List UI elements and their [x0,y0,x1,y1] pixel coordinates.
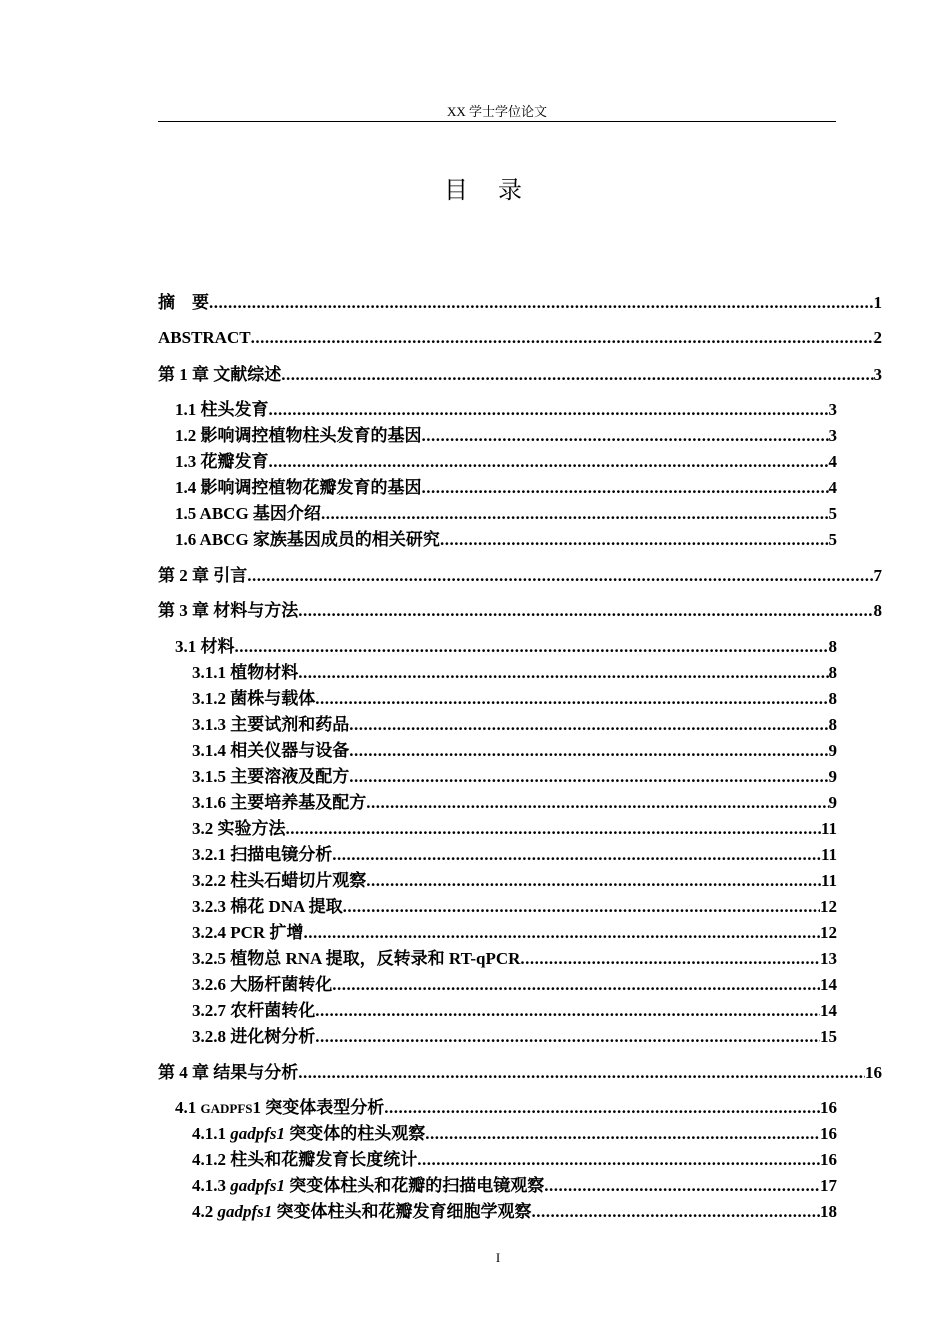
toc-entry-chapter-2[interactable] [158,564,882,588]
page-number: I [495,1250,501,1265]
toc-entry-label: 3.1 材料 [175,637,235,656]
toc-entry-3-2-1[interactable] [192,843,837,867]
toc-page-number: 8 [828,689,837,708]
toc-entry-1-3[interactable] [175,450,837,474]
toc-leader-dots [440,528,829,552]
toc-leader-dots [343,895,820,919]
toc-label-prefix: 4.1.1 [192,1124,231,1143]
toc-page-number: 3 [828,426,837,445]
toc-entry-1-6[interactable] [175,528,837,552]
toc-leader-dots [235,635,829,659]
toc-leader-dots [384,1096,820,1120]
toc-entry-label: 1.2 影响调控植物柱头发育的基因 [175,426,422,445]
toc-entry-4-1[interactable] [175,1096,837,1120]
header-rule [158,121,836,122]
toc-entry-3-2-8[interactable] [192,1025,837,1049]
toc-page-number: 1 [873,293,882,312]
toc-label-prefix: 4.2 [192,1202,218,1221]
toc-page-number: 8 [828,663,837,682]
toc-entry-label: 1.3 花瓣发育 [175,452,269,471]
toc-entry-label: 第 3 章 材料与方法 [158,601,299,620]
toc-entry-label: 3.2 实验方法 [192,819,286,838]
toc-leader-dots [286,817,821,841]
toc-label-prefix: 4.1 [175,1098,201,1117]
toc-page-number: 18 [820,1202,837,1221]
toc-entry-abstract-cn[interactable] [158,291,882,315]
toc-leader-dots [251,326,874,350]
toc-leader-dots [315,687,828,711]
toc-entry-3-1-4[interactable] [192,739,837,763]
toc-leader-dots [321,502,829,526]
running-header: XX 学士学位论文 [446,104,548,119]
toc-page-number: 8 [828,637,837,656]
toc-page-number: 4 [828,452,837,471]
toc-label-suffix: 突变体的柱头观察 [285,1124,426,1143]
toc-entry-4-1-1[interactable] [192,1122,837,1146]
toc-page-number: 16 [820,1150,837,1169]
toc-page-number: 8 [828,715,837,734]
toc-entry-1-1[interactable] [175,398,837,422]
toc-entry-chapter-1[interactable] [158,363,882,387]
toc-entry-label: 3.1.5 主要溶液及配方 [192,767,350,786]
toc-leader-dots [332,843,821,867]
toc-entry-3-2-6[interactable] [192,973,837,997]
toc-entry-3-1-6[interactable] [192,791,837,815]
toc-entry-label: 第 2 章 引言 [158,566,248,585]
toc-entry-label: 3.2.6 大肠杆菌转化 [192,975,333,994]
toc-leader-dots [349,713,828,737]
toc-leader-dots [247,564,873,588]
toc-label-suffix: 突变体柱头和花瓣的扫描电镜观察 [285,1176,545,1195]
toc-entry-label: 3.1.4 相关仪器与设备 [192,741,350,760]
toc-page-number: 11 [820,845,837,864]
toc-entry-label [175,1096,384,1121]
toc-page-number: 9 [828,741,837,760]
toc-entry-label: 1.4 影响调控植物花瓣发育的基因 [175,478,422,497]
toc-leader-dots [532,1200,820,1224]
toc-entry-label: 3.1.6 主要培养基及配方 [192,793,367,812]
toc-page-number: 9 [828,767,837,786]
toc-leader-dots [366,869,821,893]
toc-entry-label [192,1174,544,1198]
toc-entry-label: 3.2.2 柱头石蜡切片观察 [192,871,367,890]
toc-page-number: 15 [820,1027,837,1046]
toc-page-number: 4 [828,478,837,497]
toc-page-number: 12 [820,897,837,916]
toc-page-number: 5 [828,504,837,523]
toc-entry-3-2[interactable] [192,817,837,841]
toc-page-number: 14 [820,975,837,994]
toc-entry-4-1-2[interactable] [192,1148,837,1172]
toc-entry-1-2[interactable] [175,424,837,448]
toc-leader-dots [315,999,820,1023]
toc-page-number: 16 [820,1098,837,1117]
toc-entry-label: 3.2.8 进化树分析 [192,1027,316,1046]
toc-entry-3-2-5[interactable] [192,947,837,971]
toc-entry-label: 3.2.4 PCR 扩增 [192,923,304,942]
toc-entry-3-2-2[interactable] [192,869,837,893]
toc-entry-label [192,1200,532,1224]
toc-entry-label: 3.2.1 扫描电镜分析 [192,845,333,864]
toc-entry-chapter-4[interactable] [158,1061,882,1085]
toc-entry-label: 第 4 章 结果与分析 [158,1063,299,1082]
toc-page-number: 12 [820,923,837,942]
page-title: 目录 [444,178,552,204]
toc-page-number: 16 [820,1124,837,1143]
toc-entry-label: 3.1.2 菌株与载体 [192,689,316,708]
toc-page-number: 11 [820,819,837,838]
toc-entry-3-1-3[interactable] [192,713,837,737]
toc-leader-dots [520,947,820,971]
toc-entry-3-1-1[interactable] [192,661,837,685]
toc-page-number: 9 [828,793,837,812]
toc-page-number: 11 [820,871,837,890]
toc-leader-dots [544,1174,820,1198]
toc-label-suffix: 突变体柱头和花瓣发育细胞学观察 [272,1202,532,1221]
toc-leader-dots [332,973,820,997]
toc-leader-dots [269,450,829,474]
toc-page-number: 7 [873,566,882,585]
toc-leader-dots [422,424,829,448]
toc-page-number: 2 [873,328,882,347]
toc-page-number: 14 [820,1001,837,1020]
toc-leader-dots [425,1122,820,1146]
toc-leader-dots [349,739,828,763]
toc-leader-dots [281,363,873,387]
toc-page-number: 17 [820,1176,837,1195]
toc-label-prefix: 4.1.3 [192,1176,231,1195]
toc-entry-4-1-3[interactable] [192,1174,837,1198]
toc-entry-label: 摘 要 [158,293,209,312]
toc-entry-3-2-7[interactable] [192,999,837,1023]
toc-entry-chapter-3[interactable] [158,599,882,623]
toc-label-gene: GADPFS [200,1101,253,1116]
toc-entry-4-2[interactable] [192,1200,837,1224]
toc-entry-label: 1.6 ABCG 家族基因成员的相关研究 [175,530,440,549]
toc-entry-label: 1.1 柱头发育 [175,400,269,419]
toc-entry-label: 1.5 ABCG 基因介绍 [175,504,321,523]
toc-entry-3-1[interactable] [175,635,837,659]
toc-label-gene: gadpfs1 [230,1176,286,1195]
toc-entry-label: 3.1.1 植物材料 [192,663,299,682]
toc-page-number: 5 [828,530,837,549]
toc-entry-3-2-3[interactable] [192,895,837,919]
toc-entry-3-1-2[interactable] [192,687,837,711]
toc-entry-label: 第 1 章 文献综述 [158,365,282,384]
toc-page-number: 16 [865,1063,882,1082]
toc-leader-dots [303,921,820,945]
toc-label-gene: gadpfs1 [230,1124,286,1143]
toc-leader-dots [315,1025,820,1049]
toc-entry-3-1-5[interactable] [192,765,837,789]
toc-leader-dots [269,398,829,422]
toc-leader-dots [298,1061,865,1085]
toc-leader-dots [349,765,828,789]
toc-label-gene: gadpfs1 [217,1202,273,1221]
toc-entry-abstract-en[interactable] [158,326,882,350]
toc-label-suffix: 1 突变体表型分析 [252,1098,385,1117]
toc-leader-dots [366,791,828,815]
toc-page-number: 8 [873,601,882,620]
toc-leader-dots [417,1148,820,1172]
toc-leader-dots [298,599,873,623]
toc-entry-label: 3.2.5 植物总 RNA 提取，反转录和 RT-qPCR [192,949,521,968]
toc-entry-label: 3.2.7 农杆菌转化 [192,1001,316,1020]
toc-entry-label: 4.1.2 柱头和花瓣发育长度统计 [192,1150,418,1169]
toc-page-number: 3 [873,365,882,384]
toc-leader-dots [298,661,828,685]
toc-leader-dots [209,291,874,315]
toc-entry-1-5[interactable] [175,502,837,526]
toc-entry-label: 3.2.3 棉花 DNA 提取 [192,897,343,916]
toc-page-number: 3 [828,400,837,419]
toc-entry-label: 3.1.3 主要试剂和药品 [192,715,350,734]
toc-leader-dots [422,476,829,500]
toc-entry-label [192,1122,425,1146]
toc-entry-3-2-4[interactable] [192,921,837,945]
toc-entry-1-4[interactable] [175,476,837,500]
toc-entry-label: ABSTRACT [158,328,251,347]
toc-page-number: 13 [820,949,837,968]
